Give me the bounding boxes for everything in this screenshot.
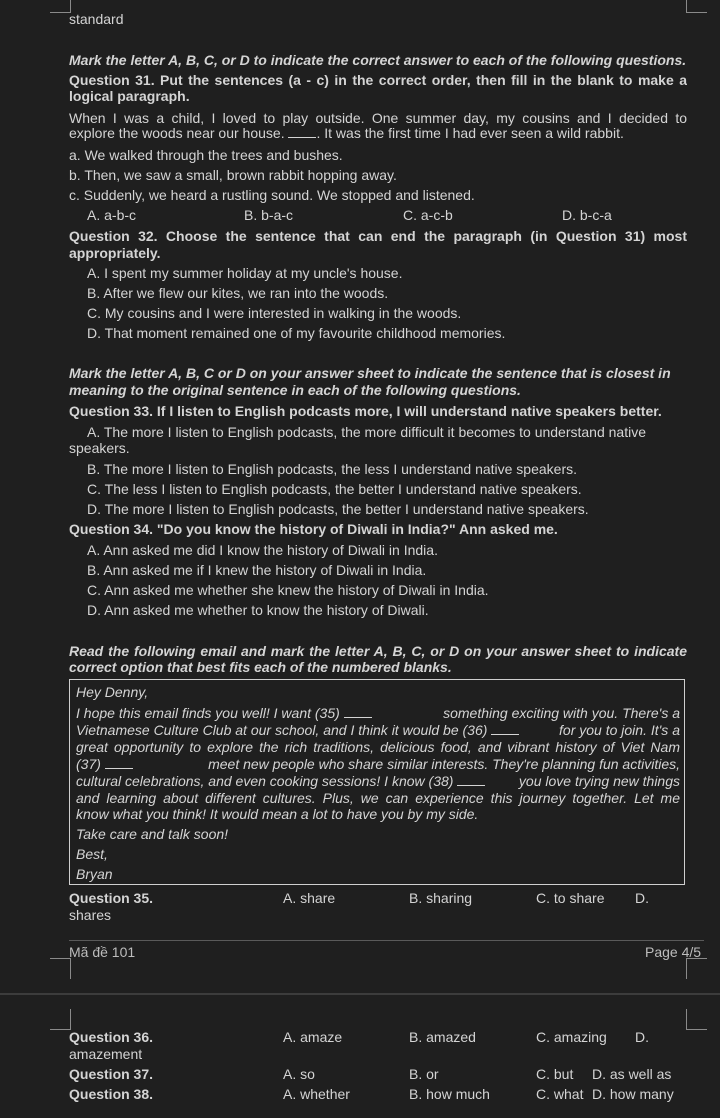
email-line-4-part-a: (37) <box>76 756 101 772</box>
email-line-2-part-a: Vietnamese Culture Club at our school, and I think it would be (36) <box>76 722 488 738</box>
q31-passage-text-a: explore the woods near our house. <box>69 125 285 141</box>
q36-label: Question 36. <box>69 1029 154 1045</box>
email-line-2-part-b: for you to join. It's a <box>559 722 680 738</box>
q36-option-d-letter: D. <box>635 1029 649 1045</box>
q33-option-c: C. The less I listen to English podcasts, the better I understand native speakers. <box>87 481 582 497</box>
q36-option-a: A. amaze <box>283 1029 343 1045</box>
email-line-5-part-a: cultural celebrations, and even cooking sessions! I know (38) <box>76 773 454 789</box>
email-line-1 <box>76 705 680 722</box>
q36-option-c: C. amazing <box>536 1029 607 1045</box>
crop-mark-top-left-p2 <box>50 1009 71 1030</box>
blank-38 <box>457 774 485 786</box>
q31-option-c: C. a-c-b <box>403 207 453 223</box>
footer-separator <box>69 940 704 941</box>
email-line-1-part-b: something exciting with you. There's a <box>443 705 680 721</box>
blank-37 <box>105 757 133 769</box>
q33-option-a-line1: A. The more I listen to English podcasts, the more difficult it becomes to understand native <box>87 424 647 440</box>
q38-option-b: B. how much <box>409 1086 490 1102</box>
q31-sentence-c: c. Suddenly, we heard a rustling sound. We stopped and listened. <box>69 187 475 203</box>
crop-mark-bottom-right <box>686 958 707 979</box>
q31-prompt-line2: logical paragraph. <box>69 88 190 104</box>
email-line-3: great opportunity to explore the rich traditions, delicious food, and vibrant history of Viet Nam <box>76 739 680 755</box>
q37-option-d: D. as well as <box>592 1066 672 1082</box>
email-closing-2: Best, <box>76 846 108 862</box>
q35-option-a: A. share <box>283 890 336 906</box>
page-2 <box>0 995 720 1118</box>
q38-option-c: C. what <box>536 1086 584 1102</box>
q31-passage-line2 <box>69 125 687 142</box>
q31-sentence-a: a. We walked through the trees and bushes. <box>69 147 343 163</box>
q35-option-d-word: shares <box>69 907 112 923</box>
q32-prompt-line2: appropriately. <box>69 245 161 261</box>
q34-option-b: B. Ann asked me if I knew the history of Diwali in India. <box>87 562 427 578</box>
q34-option-d: D. Ann asked me whether to know the history of Diwali. <box>87 602 429 618</box>
email-line-5 <box>76 773 680 790</box>
q31-option-d: D. b-c-a <box>562 207 612 223</box>
q31-option-b: B. b-a-c <box>244 207 294 223</box>
crop-mark-bottom-left <box>50 958 71 979</box>
q33-option-b: B. The more I listen to English podcasts, the less I understand native speakers. <box>87 461 578 477</box>
q31-option-a: A. a-b-c <box>87 207 137 223</box>
q34-option-a: A. Ann asked me did I know the history of Diwali in India. <box>87 542 438 558</box>
q33-prompt: Question 33. If I listen to English podcasts more, I will understand native speakers better. <box>69 403 662 419</box>
q35-label: Question 35. <box>69 890 154 906</box>
q31-passage-text-b: . It was the first time I had ever seen a wild rabbit. <box>316 125 624 141</box>
email-line-6: and learning about different cultures. Plus, we can experience this journey together. Let me <box>76 790 680 806</box>
section2-instruction-line2: meaning to the original sentence in each of the following questions. <box>69 382 521 398</box>
q38-label: Question 38. <box>69 1086 154 1102</box>
q33-option-d: D. The more I listen to English podcasts, the better I understand native speakers. <box>87 501 589 517</box>
email-line-5-part-b: you love trying new things <box>518 773 680 789</box>
page-top-fragment: standard <box>69 11 124 27</box>
section2-instruction-line1: Mark the letter A, B, C or D on your answer sheet to indicate the sentence that is closest in <box>69 365 671 381</box>
email-line-4-part-b: meet new people who share similar interests. They're planning fun activities, <box>208 756 680 772</box>
email-line-1-part-a: I hope this email finds you well! I want (35) <box>76 705 340 721</box>
q36-option-d-word: amazement <box>69 1046 143 1062</box>
section3-instruction-line1: Read the following email and mark the letter A, B, C, or D on your answer sheet to indicate <box>69 643 687 659</box>
email-line-4 <box>76 756 680 773</box>
q33-option-a-line2: speakers. <box>69 440 130 456</box>
email-closing-1: Take care and talk soon! <box>76 826 229 842</box>
crop-mark-top-right <box>686 0 707 13</box>
q32-option-a: A. I spent my summer holiday at my uncle's house. <box>87 265 403 281</box>
q32-option-b: B. After we flew our kites, we ran into the woods. <box>87 285 389 301</box>
crop-mark-top-right-p2 <box>686 1009 707 1030</box>
q32-option-d: D. That moment remained one of my favourite childhood memories. <box>87 325 506 341</box>
q36-option-b: B. amazed <box>409 1029 476 1045</box>
q35-option-c: C. to share <box>536 890 605 906</box>
q31-passage-line1: When I was a child, I loved to play outside. One summer day, my cousins and I decided to <box>69 110 687 126</box>
crop-mark-top-left <box>50 0 71 13</box>
q34-option-c: C. Ann asked me whether she knew the history of Diwali in India. <box>87 582 489 598</box>
q31-answer-blank <box>288 126 316 138</box>
footer-exam-code: Mã đề 101 <box>69 944 136 960</box>
email-greeting: Hey Denny, <box>76 684 149 700</box>
q34-prompt: Question 34. "Do you know the history of Diwali in India?" Ann asked me. <box>69 521 558 537</box>
q37-label: Question 37. <box>69 1066 154 1082</box>
q32-option-c: C. My cousins and I were interested in walking in the woods. <box>87 305 462 321</box>
q31-prompt-line1: Question 31. Put the sentences (a - c) in the correct order, then fill in the blank to make a <box>69 72 687 88</box>
footer-page-number: Page 4/5 <box>645 944 702 960</box>
blank-36 <box>491 723 519 735</box>
q38-option-d: D. how many <box>592 1086 674 1102</box>
email-signature: Bryan <box>76 866 113 882</box>
blank-35 <box>344 706 372 718</box>
email-line-7: know what you think! It would mean a lot to have you by my side. <box>76 806 479 822</box>
q35-option-b: B. sharing <box>409 890 473 906</box>
q32-prompt-line1: Question 32. Choose the sentence that can end the paragraph (in Question 31) most <box>69 228 687 244</box>
q37-option-c: C. but <box>536 1066 574 1082</box>
section3-instruction-line2: correct option that best fits each of the numbered blanks. <box>69 659 452 675</box>
q31-sentence-b: b. Then, we saw a small, brown rabbit hopping away. <box>69 167 397 183</box>
email-line-2 <box>76 722 680 739</box>
q35-option-d-letter: D. <box>635 890 649 906</box>
q37-option-a: A. so <box>283 1066 315 1082</box>
q38-option-a: A. whether <box>283 1086 350 1102</box>
q37-option-b: B. or <box>409 1066 439 1082</box>
section1-instruction: Mark the letter A, B, C, or D to indicate the correct answer to each of the following questions. <box>69 52 687 68</box>
